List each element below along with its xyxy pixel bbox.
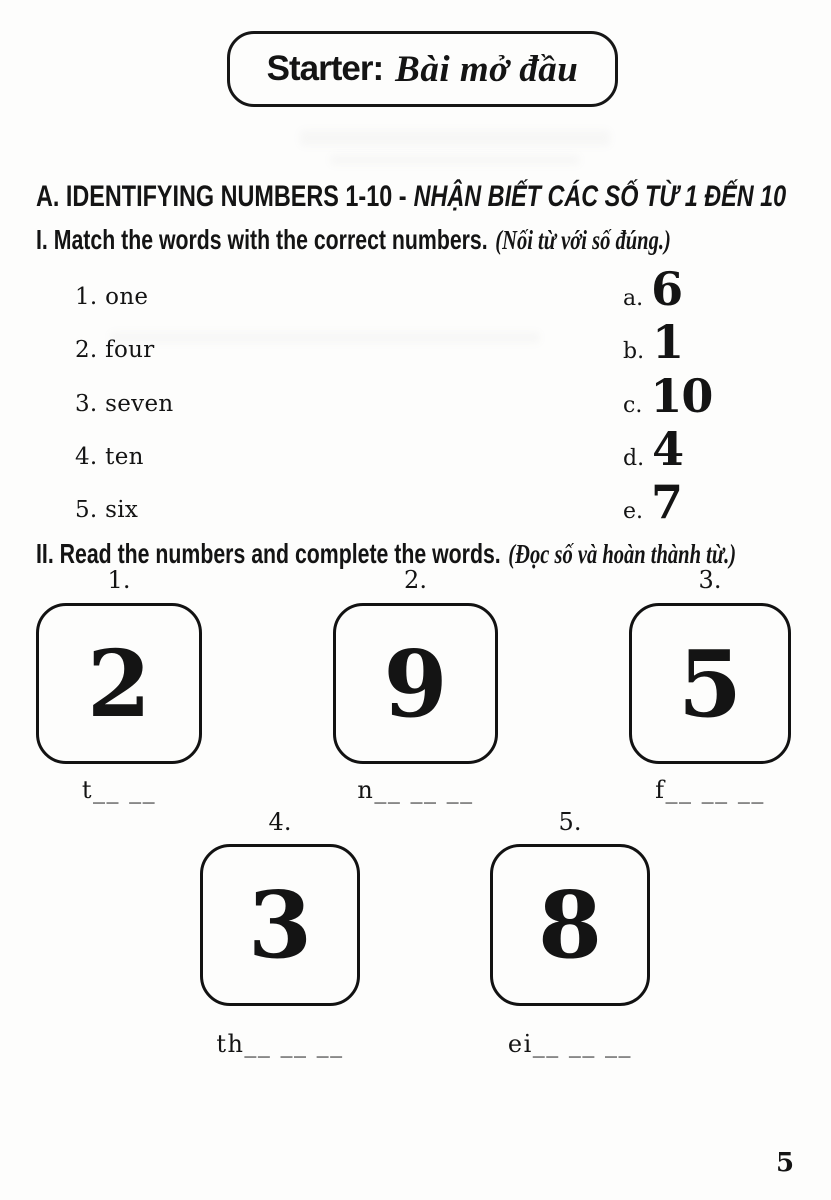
match-word-text: four xyxy=(105,337,155,363)
card-answer-blank: f__ __ __ xyxy=(655,776,765,804)
match-word-text: one xyxy=(105,284,149,310)
card-answer-blank: ei__ __ __ xyxy=(507,1030,633,1058)
option-number: 6 xyxy=(651,262,683,316)
exercise-1-instruction xyxy=(36,224,831,256)
card-label: 4. xyxy=(268,808,292,836)
option-letter: b. xyxy=(623,339,645,364)
scan-artifact xyxy=(330,155,580,165)
match-number-option xyxy=(623,262,683,316)
number-card xyxy=(333,603,498,764)
option-letter: d. xyxy=(623,446,645,471)
number-card xyxy=(200,844,360,1006)
match-word-item xyxy=(75,444,144,470)
option-letter: e. xyxy=(623,499,644,524)
number-card xyxy=(36,603,202,764)
card-number: 2 xyxy=(86,629,151,738)
chapter-title-vietnamese: Bài mở đầu xyxy=(395,48,579,90)
card-label: 3. xyxy=(698,566,722,594)
card-label: 1. xyxy=(107,566,131,594)
option-number: 4 xyxy=(652,422,684,476)
option-number: 10 xyxy=(650,369,713,423)
option-number: 1 xyxy=(652,315,684,369)
match-word-number: 3. xyxy=(75,391,98,417)
match-word-number: 1. xyxy=(75,284,98,310)
exercise-1-instruction-vietnamese: (Nối từ với số đúng.) xyxy=(495,225,671,255)
exercise-2-instruction-english: II. Read the numbers and complete the words. xyxy=(36,538,501,569)
match-word-text: ten xyxy=(105,444,144,470)
match-word-item xyxy=(75,284,148,310)
number-card xyxy=(629,603,791,764)
card-number: 9 xyxy=(383,629,448,738)
card-answer-blank: n__ __ __ xyxy=(357,776,474,804)
match-word-text: six xyxy=(105,497,139,523)
card-number: 5 xyxy=(677,629,742,738)
exercise-1-instruction-english: I. Match the words with the correct numbers. xyxy=(36,224,488,255)
chapter-title-english: Starter: xyxy=(266,49,384,88)
match-number-option xyxy=(623,422,684,476)
card-number: 3 xyxy=(247,871,312,979)
section-a-heading xyxy=(36,180,831,214)
match-number-option xyxy=(623,475,683,529)
match-word-number: 5. xyxy=(75,497,98,523)
option-number: 7 xyxy=(651,475,683,529)
card-number: 8 xyxy=(537,871,602,979)
section-a-heading-vietnamese: NHẬN BIẾT CÁC SỐ TỪ 1 ĐẾN 10 xyxy=(413,180,787,213)
number-card xyxy=(490,844,650,1006)
option-letter: c. xyxy=(623,393,643,418)
match-word-number: 2. xyxy=(75,337,98,363)
match-word-text: seven xyxy=(105,391,174,417)
match-word-item xyxy=(75,497,138,523)
match-number-option xyxy=(623,315,684,369)
card-label: 5. xyxy=(558,808,582,836)
card-answer-blank: th__ __ __ xyxy=(216,1030,344,1058)
card-answer-blank: t__ __ xyxy=(81,776,157,804)
match-number-option xyxy=(623,369,713,423)
section-a-heading-english: A. IDENTIFYING NUMBERS 1-10 - xyxy=(36,180,407,213)
page-number: 5 xyxy=(775,1148,795,1178)
match-word-item xyxy=(75,391,174,417)
match-word-item xyxy=(75,337,155,363)
chapter-title-box xyxy=(227,31,618,107)
card-label: 2. xyxy=(404,566,427,594)
scan-artifact xyxy=(300,130,610,146)
scan-artifact xyxy=(110,332,540,343)
exercise-2-instruction-vietnamese: (Đọc số và hoàn thành từ.) xyxy=(508,539,737,569)
match-word-number: 4. xyxy=(75,444,98,470)
option-letter: a. xyxy=(623,286,644,311)
